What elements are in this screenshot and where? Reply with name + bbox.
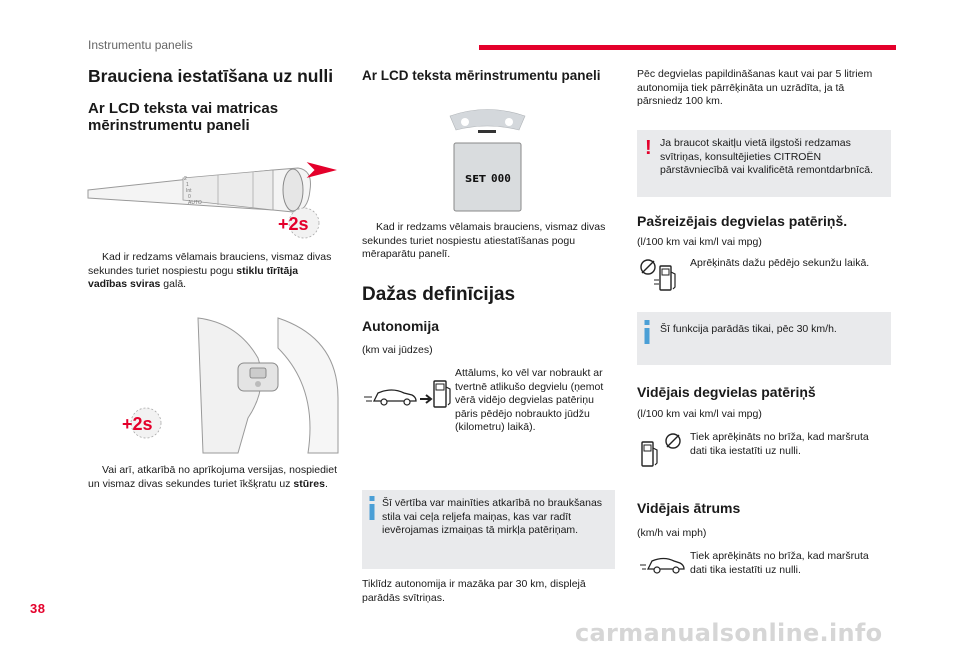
average-fuel-icon (640, 432, 684, 468)
lcd-matrix-subtitle: Ar LCD teksta vai matricas mērinstrumentu paneli (88, 100, 279, 134)
instant-info-text: Šī funkcija parādās tikai, pēc 30 km/h. (660, 323, 837, 335)
autonomy-desc: Attālums, ko vēl var nobraukt ar tvertnē atlikušo degvielu (ņemot vērā vidējo degvielas patēriņu pāris pēdējo nobraukto jūdžu (kilometru) laikā). (455, 367, 604, 433)
refuel-text: Pēc degvielas papildināšanas kaut vai par 5 litriem autonomija tiek pārrēķināta un uzrādīta, ja tā pārsniedz 100 km. (637, 68, 873, 107)
section-header: Instrumentu panelis (88, 38, 193, 52)
page-number: 38 (30, 601, 46, 616)
instant-fuel-icon (640, 258, 680, 292)
trip-reset-title: Brauciena iestatīšana uz nulli (88, 66, 334, 86)
average-consumption-desc: Tiek aprēķināts no brīža, kad maršruta dati tika iestatīti uz nulli. (690, 431, 869, 457)
instant-consumption-unit: (l/100 km vai km/l vai mpg) (637, 236, 762, 248)
lcd-text-subtitle: Ar LCD teksta mērinstrumentu paneli (362, 68, 601, 83)
warning-text: Ja braucot skaitļu vietā ilgstoši redzamas svītriņas, konsultējieties CITROËN pārstāvniecībā vai kvalificētā remontdarbnīcā. (660, 137, 874, 176)
lever-label-4: AUTO (188, 200, 202, 206)
info-icon (368, 496, 376, 520)
step-cluster-text: Kad ir redzams vēlamais brauciens, vismaz divas sekundes turiet nospiestu atiestatīšanas pogu mēraparātu panelī. (362, 221, 606, 260)
autonomy-unit: (km vai jūdzes) (362, 344, 433, 356)
car-range-fuel-icon (364, 375, 454, 411)
badge-text-2: +2s (122, 414, 153, 434)
hold-2s-badge-icon-2 (120, 405, 166, 441)
instant-consumption-title: Pašreizējais degvielas patēriņš. (637, 213, 848, 229)
definitions-title: Dažas definīcijas (362, 284, 516, 305)
cluster-display-illustration (445, 108, 530, 213)
average-speed-unit: (km/h vai mph) (637, 527, 707, 539)
average-speed-desc: Tiek aprēķināts no brīža, kad maršruta dati tika iestatīti uz nulli. (690, 550, 869, 576)
warning-icon: ! (645, 137, 652, 159)
average-consumption-title: Vidējais degvielas patēriņš (637, 384, 816, 400)
lever-label-3: 0 (188, 194, 191, 200)
car-speed-icon (640, 555, 686, 575)
press-arrow-icon (310, 164, 333, 176)
lever-label-2: Int (186, 188, 192, 194)
instant-info-box (637, 312, 891, 365)
watermark-text: carmanualsonline.info (575, 619, 883, 647)
step-wheel-text: Vai arī, atkarībā no aprīkojuma versijas, nospiediet un vismaz divas sekundes turiet īkšķratu uz stūres. (88, 464, 338, 490)
step-lever-text: Kad ir redzams vēlamais brauciens, vismaz divas sekundes turiet nospiestu pogu stiklu tīrītāja vadības sviras galā. (88, 251, 332, 290)
average-consumption-unit: (l/100 km vai km/l vai mpg) (637, 408, 762, 420)
header-accent-bar (479, 45, 896, 50)
badge-text: +2s (278, 214, 309, 234)
display-set-label: SET (465, 174, 486, 185)
lever-label-0: 2 (184, 176, 187, 182)
low-autonomy-text: Tiklīdz autonomija ir mazāka par 30 km, displejā parādās svītriņas. (362, 578, 586, 604)
average-speed-title: Vidējais ātrums (637, 500, 741, 516)
info-icon-2 (643, 320, 651, 344)
hold-2s-badge-icon (276, 205, 322, 241)
display-value: 000 (491, 172, 511, 185)
instant-consumption-desc: Aprēķināts dažu pēdējo sekunžu laikā. (690, 257, 870, 269)
autonomy-title: Autonomija (362, 318, 439, 334)
info-note-text: Šī vērtība var mainīties atkarībā no braukšanas stila vai ceļa reljefa maiņas, kas var radīt ievērojamas izmaiņas tā mirkļa patēriņam. (382, 497, 603, 536)
lever-label-1: 1 (186, 182, 189, 188)
